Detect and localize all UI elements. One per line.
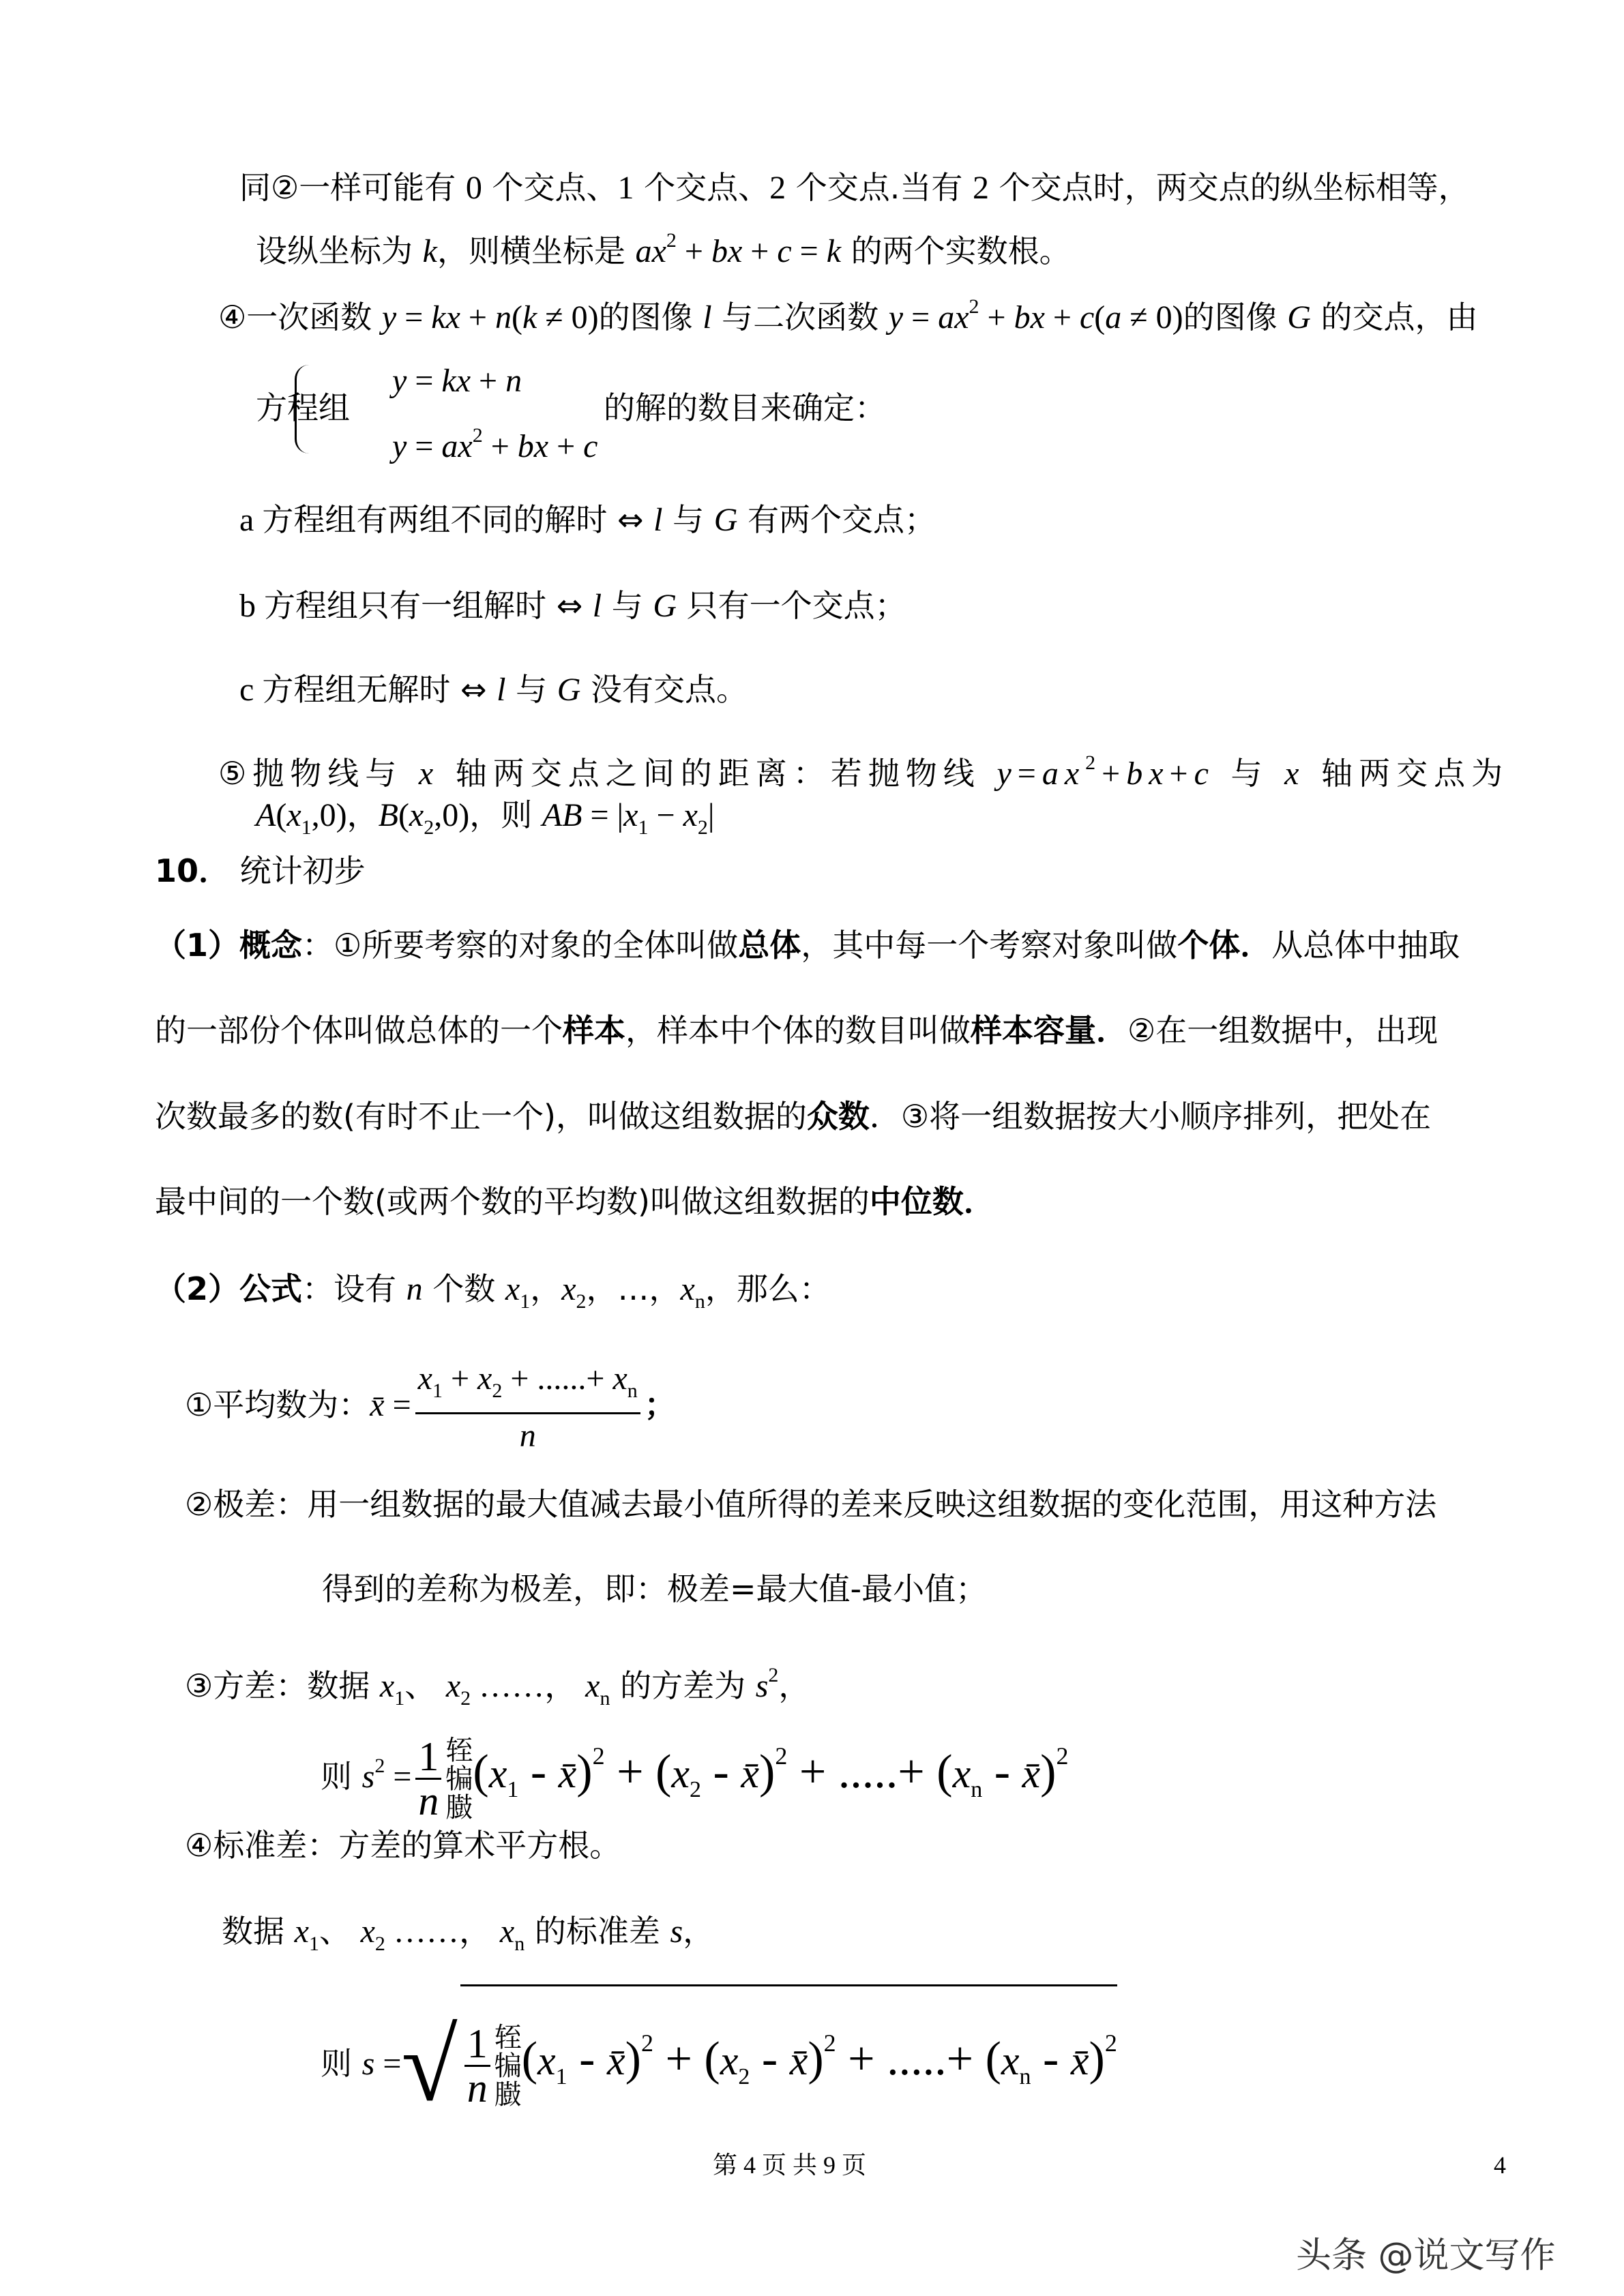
math-segment: = — [374, 2046, 402, 2082]
math-segment: x — [499, 1913, 515, 1950]
math-segment: + — [1102, 756, 1127, 792]
math-segment: B — [378, 797, 398, 833]
math-segment: x — [379, 1668, 395, 1704]
math-segment: bx — [1014, 299, 1045, 336]
sqrt-icon: √ — [401, 2009, 458, 2123]
math-segment: + — [1044, 299, 1080, 336]
text-segment: 与 — [602, 587, 653, 624]
math-segment: ) — [1040, 1746, 1057, 1798]
math-segment: n — [971, 1777, 983, 1802]
math-segment: x — [286, 797, 301, 833]
math-segment: bx — [1126, 756, 1170, 792]
math-segment: n — [505, 363, 522, 399]
paragraph-line — [155, 1268, 831, 1322]
text-segment: 只有一个交点； — [677, 587, 906, 624]
math-segment: x — [409, 797, 424, 833]
math-segment: x — [417, 1360, 432, 1397]
denominator: n — [418, 1778, 439, 1823]
math-segment: ) — [808, 2033, 824, 2085]
math-segment: A — [256, 797, 276, 833]
math-segment: x — [561, 1271, 576, 1307]
math-segment: s — [361, 1759, 375, 1795]
text-segment: 与二次函数 — [711, 299, 889, 336]
math-segment: n — [600, 1687, 610, 1710]
math-segment: ……， — [385, 1913, 500, 1950]
math-segment: x̄ — [1022, 1751, 1041, 1796]
text-segment: 方程组只有一组解时 ⇔ — [264, 587, 593, 624]
math-segment: n — [406, 1271, 423, 1307]
math-segment: ,0) — [434, 797, 470, 833]
paragraph-line — [155, 1096, 1431, 1137]
mean-formula — [185, 1357, 676, 1457]
math-segment: 2 — [1104, 2029, 1117, 2057]
math-segment: - — [518, 1746, 559, 1798]
bold-segment: 众数 — [806, 1098, 870, 1135]
math-segment: + — [460, 299, 495, 336]
text-segment: 方程组有两组不同的解时 ⇔ — [262, 501, 654, 538]
math-segment: 2 — [460, 1687, 471, 1710]
math-segment: + — [1169, 756, 1194, 792]
left-brace — [295, 365, 309, 453]
text-segment: 的图像 — [598, 299, 703, 336]
watermark: 头条 @说文写作 — [1296, 2235, 1556, 2276]
case-a — [239, 499, 936, 541]
math-segment: 1 — [432, 1380, 443, 1402]
text-segment: 方程组 — [256, 389, 350, 426]
math-segment: 2 — [374, 1755, 385, 1777]
paragraph-line — [155, 925, 1460, 966]
text-segment: ， — [346, 796, 379, 833]
text-segment: 轴两交点为 — [1305, 755, 1509, 792]
text-segment: 从总体中抽取 — [1271, 927, 1460, 964]
math-segment: ( — [511, 299, 522, 336]
text-segment: ②在一组数据中，出现 — [1127, 1012, 1438, 1049]
math-segment: = | — [582, 797, 624, 833]
fraction — [415, 1735, 441, 1822]
math-segment: 2 — [823, 2029, 836, 2057]
bold-segment: ； — [644, 1386, 676, 1423]
text-segment: 统计初步 — [230, 852, 366, 889]
text-segment: 个交点、 — [482, 169, 618, 206]
math-segment: - — [750, 2033, 790, 2085]
math-segment: c — [777, 233, 792, 269]
math-segment: x — [418, 756, 440, 792]
math-segment: ax — [1042, 756, 1086, 792]
text-segment: ， — [683, 1913, 715, 1950]
case-b — [239, 585, 906, 627]
math-segment: c — [1194, 756, 1215, 792]
math-segment: x — [671, 1751, 690, 1796]
fraction — [415, 1357, 640, 1457]
text-segment: ，样本中个体的数目叫做 — [625, 1012, 971, 1049]
bold-segment: （1）概念 — [155, 927, 303, 964]
text-segment: 有两个交点； — [737, 501, 936, 538]
paragraph-line — [322, 1568, 987, 1609]
math-segment: x — [952, 1751, 971, 1796]
paragraph-line — [155, 1010, 1438, 1051]
math-segment: x̄ — [370, 1387, 385, 1423]
math-segment: 0 — [465, 170, 482, 206]
math-segment: = — [384, 1387, 411, 1423]
math-segment: 2 — [1056, 1742, 1069, 1770]
math-segment: y — [381, 299, 397, 336]
math-segment: 2 — [1085, 751, 1102, 774]
math-segment: 1 — [301, 816, 312, 839]
system-equation-2 — [392, 415, 597, 467]
math-segment: x — [623, 797, 638, 833]
math-segment: ) — [625, 2033, 641, 2085]
math-segment: ( — [276, 797, 287, 833]
math-segment: bx — [517, 428, 549, 464]
math-segment: y — [996, 756, 1018, 792]
math-segment: ,0) — [311, 797, 347, 833]
text-segment: 的解的数目来确定： — [604, 389, 886, 426]
text-segment: ④一次函数 — [218, 299, 382, 336]
text-line — [256, 220, 1071, 272]
math-segment: x — [294, 1913, 309, 1950]
math-segment: 2 — [374, 1933, 385, 1955]
math-segment: n — [1019, 2064, 1031, 2089]
text-segment: 的标准差 — [525, 1913, 670, 1950]
math-segment: l — [653, 502, 663, 538]
stddev-formula — [321, 1984, 1117, 2128]
text-segment: 个交点时，两交点的纵坐标相等， — [989, 169, 1470, 206]
text-segment: 次数最多的数(有时不止一个)，叫做这组数据的 — [155, 1098, 807, 1135]
text-segment: 最中间的一个数(或两个数的平均数)叫做这组数据的 — [155, 1183, 870, 1220]
text-segment: ，其中每一个考察对象叫做 — [801, 927, 1178, 964]
text-segment: ，则横坐标是 — [437, 233, 636, 269]
text-segment: ③方差：数据 — [185, 1667, 380, 1704]
text-segment: 方程组无解时 ⇔ — [262, 671, 497, 708]
math-segment: 2 — [666, 229, 677, 252]
text-segment: ，那么： — [705, 1270, 831, 1307]
math-segment: + — [482, 428, 518, 464]
math-segment: c — [239, 672, 263, 708]
math-segment: 2 — [690, 1777, 702, 1802]
math-segment: G — [713, 502, 738, 538]
math-segment: s — [755, 1668, 769, 1704]
math-segment: x — [720, 2038, 739, 2083]
math-segment: x — [612, 1360, 628, 1397]
text-line — [256, 794, 714, 848]
bold-segment: 中位数． — [869, 1183, 995, 1220]
math-segment: 2 — [592, 1742, 605, 1770]
text-segment: 个交点、 — [634, 169, 770, 206]
math-segment: G — [1287, 299, 1311, 336]
math-segment: = — [791, 233, 827, 269]
math-segment: 2 — [424, 816, 434, 839]
text-segment: 的方差为 — [610, 1667, 756, 1704]
math-segment: n — [694, 1290, 705, 1313]
text-segment: ， — [530, 1270, 562, 1307]
text-segment: ②极差：用一组数据的最大值减去最小值所得的差来反映这组数据的变化范围，用这种方法 — [185, 1486, 1437, 1523]
text-segment: 、 — [319, 1913, 361, 1950]
paragraph-line — [155, 1181, 995, 1222]
math-segment: - — [982, 1746, 1022, 1798]
text-segment: 设纵坐标为 — [256, 233, 423, 269]
math-segment: x — [680, 1271, 695, 1307]
text-segment: 的一部份个体叫做总体的一个 — [155, 1012, 563, 1049]
math-segment: = — [1017, 756, 1042, 792]
text-segment: 个交点.当有 — [786, 169, 973, 206]
math-segment: x — [683, 797, 698, 833]
math-segment: ( — [398, 797, 409, 833]
math-segment: = — [385, 1759, 412, 1795]
math-segment: n — [494, 299, 512, 336]
math-segment: k — [522, 299, 537, 336]
paragraph-line — [185, 1825, 621, 1866]
text-segment: 与 — [1214, 755, 1285, 792]
math-segment: ( — [1094, 299, 1106, 336]
system-equation-1 — [392, 360, 522, 402]
numerator: 1 — [415, 1735, 441, 1780]
bold-segment: 总体 — [738, 927, 801, 964]
math-segment: x — [360, 1913, 375, 1950]
math-segment: ≠ 0) — [1121, 299, 1183, 336]
math-segment: ax — [635, 233, 666, 269]
math-segment: AB — [542, 797, 582, 833]
math-segment: x — [537, 2038, 556, 2083]
math-segment: = — [396, 299, 432, 336]
math-segment: k — [422, 233, 437, 269]
math-segment: 2 — [768, 1664, 779, 1686]
bold-segment: 样本 — [563, 1012, 625, 1049]
text-segment: ，则 — [469, 796, 542, 833]
text-segment: 得到的差称为极差，即：极差=最大值-最小值； — [322, 1570, 988, 1607]
math-segment: 2 — [576, 1290, 587, 1313]
fraction — [464, 2023, 490, 2109]
math-segment: 2 — [973, 170, 989, 206]
text-segment: ：①所要考察的对象的全体叫做 — [302, 927, 739, 964]
math-segment: ax — [938, 299, 969, 336]
math-segment: ( — [473, 1746, 489, 1798]
bold-segment: 个体． — [1177, 927, 1272, 964]
math-segment: l — [592, 588, 602, 624]
math-segment: l — [497, 672, 506, 708]
text-line — [239, 167, 1470, 209]
math-segment: 1 — [394, 1687, 405, 1710]
text-line — [218, 286, 1478, 338]
math-segment: x — [445, 1668, 461, 1704]
case-c — [239, 669, 748, 711]
text-segment: 轴两交点之间的距离：若抛物线 — [439, 755, 997, 792]
denominator: n — [467, 2066, 488, 2111]
math-segment: ) — [576, 1746, 593, 1798]
text-segment: ．③将一组数据按大小顺序排列，把处在 — [869, 1098, 1432, 1135]
math-segment: s — [670, 1913, 683, 1950]
math-segment: 2 — [697, 816, 708, 839]
variance-formula — [321, 1718, 1068, 1828]
text-segment: ， — [778, 1667, 810, 1704]
math-segment: a — [239, 502, 263, 538]
math-segment: + — [548, 428, 584, 464]
math-segment: + .....+ ( — [787, 1746, 953, 1798]
math-segment: x̄ — [1070, 2038, 1089, 2083]
bold-segment: 10． — [155, 852, 231, 889]
math-segment: - — [701, 1746, 741, 1798]
text-segment: 的两个实数根。 — [841, 233, 1071, 269]
math-segment: 2 — [472, 424, 483, 447]
text-segment: 没有交点。 — [580, 671, 748, 708]
text-segment: 数据 — [222, 1913, 295, 1950]
text-segment: ，…， — [586, 1270, 681, 1307]
math-segment: 2 — [775, 1742, 788, 1770]
math-segment: ……， — [471, 1668, 586, 1704]
text-segment: 个数 — [422, 1270, 505, 1307]
math-segment: = — [407, 428, 442, 464]
garbled-bracket: 轾 犏 臌 — [494, 2021, 522, 2111]
math-segment: ( — [521, 2033, 538, 2085]
math-segment: n — [627, 1380, 638, 1402]
text-segment: ：设有 — [302, 1270, 407, 1307]
text-segment: 与 — [662, 501, 714, 538]
math-segment: c — [1079, 299, 1095, 336]
math-segment: k — [826, 233, 842, 269]
math-segment: x̄ — [741, 1751, 759, 1796]
text-segment: ⑤抛物线与 — [218, 755, 419, 792]
math-segment: x̄ — [558, 1751, 577, 1796]
text-segment: ①平均数为： — [185, 1386, 370, 1423]
math-segment: n — [519, 1418, 536, 1454]
math-segment: = — [903, 299, 939, 336]
math-segment: + — [442, 1360, 478, 1397]
bold-segment: 样本容量． — [971, 1012, 1127, 1049]
math-segment: x — [1001, 2038, 1020, 2083]
math-segment: l — [703, 299, 712, 336]
math-segment: 2 — [738, 2064, 750, 2089]
math-segment: x — [1284, 756, 1305, 792]
math-segment: b — [239, 588, 264, 624]
math-segment: 1 — [507, 1777, 519, 1802]
math-segment: 2 — [969, 295, 979, 318]
math-segment: y — [392, 363, 407, 399]
math-segment: s — [361, 2046, 375, 2082]
math-segment: x — [488, 1751, 507, 1796]
math-segment: bx — [711, 233, 743, 269]
math-segment: 1 — [617, 170, 634, 206]
math-segment: + — [471, 363, 506, 399]
page-number: 4 — [1494, 2151, 1506, 2179]
page-footer: 第 4 页 共 9 页 — [713, 2151, 867, 2179]
math-segment: 2 — [769, 170, 786, 206]
math-segment: G — [557, 672, 581, 708]
math-segment: 1 — [520, 1290, 531, 1313]
math-segment: n — [514, 1933, 525, 1955]
math-segment: x — [585, 1668, 600, 1704]
text-segment: 与 — [505, 671, 557, 708]
math-segment: + ......+ — [502, 1360, 613, 1397]
math-segment: a — [1105, 299, 1122, 336]
text-segment: 的图像 — [1183, 299, 1288, 336]
math-segment: + .....+ ( — [836, 2033, 1001, 2085]
paragraph-line — [222, 1911, 714, 1965]
text-segment: 、 — [404, 1667, 446, 1704]
math-segment: y — [888, 299, 904, 336]
math-segment: - — [1031, 2033, 1071, 2085]
math-segment: x̄ — [789, 2038, 808, 2083]
math-segment: x — [505, 1271, 520, 1307]
text-segment: 则 — [321, 1758, 362, 1795]
math-segment: 2 — [492, 1380, 503, 1402]
math-segment: + — [742, 233, 778, 269]
text-line — [218, 743, 1509, 794]
text-segment: 同②一样可能有 — [239, 169, 466, 206]
math-segment: + ( — [653, 2033, 720, 2085]
math-segment: 1 — [308, 1933, 319, 1955]
paragraph-line — [185, 1655, 810, 1719]
math-segment: c — [583, 428, 598, 464]
math-segment: x — [477, 1360, 492, 1397]
math-segment: kx — [441, 363, 471, 399]
math-segment: 1 — [638, 816, 649, 839]
math-segment: = — [407, 363, 442, 399]
text-segment: 则 — [321, 2045, 362, 2082]
math-segment: | — [707, 797, 715, 833]
system-suffix — [604, 387, 886, 428]
math-segment: ax — [441, 428, 473, 464]
paragraph-line — [185, 1484, 1436, 1525]
section-heading — [155, 850, 366, 891]
bold-segment: （2）公式 — [155, 1270, 303, 1307]
math-segment: kx — [431, 299, 460, 336]
math-segment: − — [648, 797, 683, 833]
math-segment: y — [392, 428, 407, 464]
math-segment: x̄ — [606, 2038, 625, 2083]
math-segment: G — [653, 588, 677, 624]
garbled-bracket: 轾 犏 臌 — [445, 1734, 473, 1823]
math-segment: 2 — [640, 2029, 653, 2057]
math-segment: + — [979, 299, 1014, 336]
math-segment: 1 — [555, 2064, 567, 2089]
math-segment: + — [676, 233, 711, 269]
math-segment: + ( — [604, 1746, 672, 1798]
text-segment: ④标准差：方差的算术平方根。 — [185, 1827, 621, 1864]
math-segment: - — [567, 2033, 607, 2085]
math-segment: ≠ 0) — [537, 299, 599, 336]
math-segment: ) — [1089, 2033, 1105, 2085]
numerator: 1 — [464, 2023, 490, 2067]
math-segment: ) — [759, 1746, 776, 1798]
text-segment: 的交点，由 — [1310, 299, 1478, 336]
